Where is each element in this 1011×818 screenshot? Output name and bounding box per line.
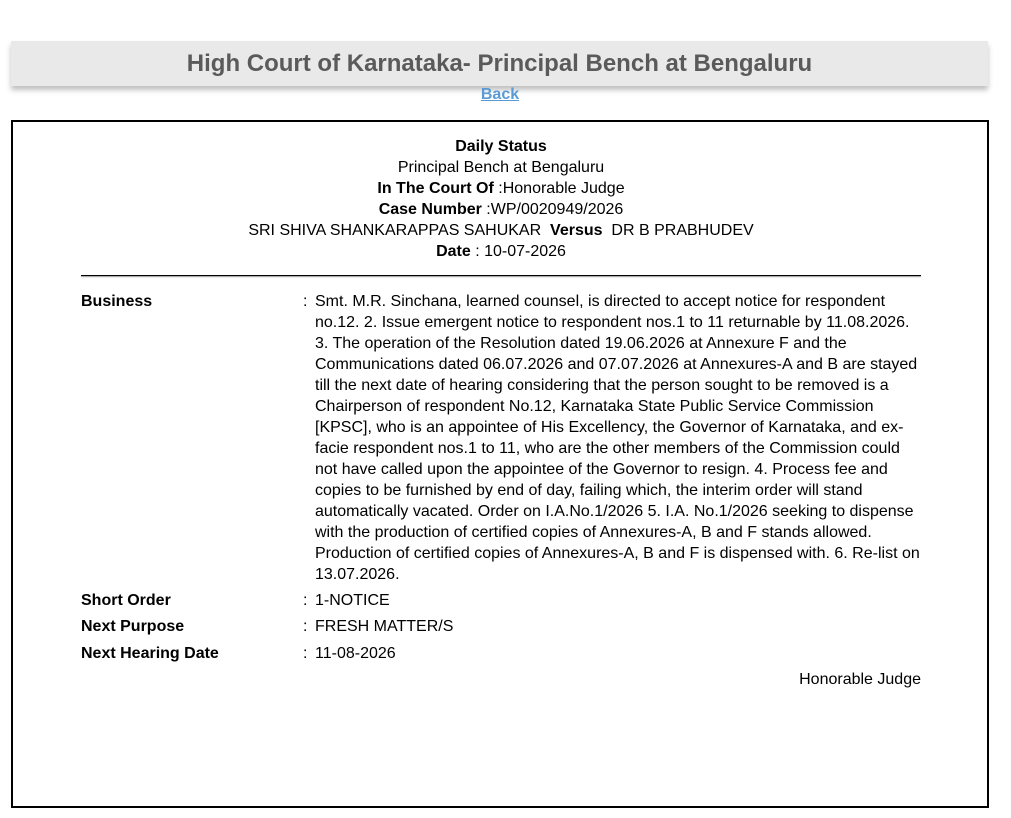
case-number-label: Case Number [378,201,482,218]
next-purpose-label: Next Purpose [81,618,185,635]
status-heading: Daily Status [455,138,547,155]
next-hearing-colon: : [303,645,308,662]
date-label: Date [436,243,471,260]
short-order-colon: : [303,592,308,609]
respondent-name: DR B PRABHUDEV [611,222,754,239]
next-hearing-value: 11-08-2026 [315,645,396,662]
next-purpose-colon: : [303,618,308,635]
daily-status-panel [11,120,989,808]
versus-label: Versus [550,222,603,239]
back-link[interactable]: Back [480,86,520,103]
business-text: Smt. M.R. Sinchana, learned counsel, is directed to accept notice for respondent no.12. 2. Issue emergent notice to respondent nos.1 to 11 returnable by 11.08.2026. 3. The operation of the Resolution dated 19.06.2026 at Annexure F and the Communications dated 06.07.2026 and 07.07.2026 at Annexures-A and B are stayed till the next date of hearing considering that the person sought to be removed is a Chairperson of respondent No.12, Karnataka State Public Service Commission [KPSC], who is an appointee of His Excellency, the Governor of Karnataka, and ex-facie respondent nos.1 to 11, who are the other members of the Commission could not have called upon the appointee of the Governor to resign. 4. Process fee and copies to be furnished by end of day, failing which, the interim order will stand automatically vacated. Order on I.A.No.1/2026 5. I.A. No.1/2026 seeking to dispense with the production of certified copies of Annexures-A, B and F stands allowed. Production of certified copies of Annexures-A, B and F is dispensed with. 6. Re-list on 13.07.2026. [315,293,920,583]
next-purpose-value: FRESH MATTER/S [315,618,454,635]
short-order-label: Short Order [81,592,171,609]
business-colon: : [303,293,308,310]
status-header [13,136,989,262]
business-label: Business [81,293,153,310]
next-hearing-label: Next Hearing Date [81,645,219,662]
court-label: In The Court Of [377,180,494,197]
case-number-value: :WP/0020949/2026 [486,201,624,218]
petitioner-name: SRI SHIVA SHANKARAPPAS SAHUKAR [248,222,542,239]
court-value: :Honorable Judge [498,180,625,197]
page-title: High Court of Karnataka- Principal Bench at Bengaluru [186,49,813,77]
judge-signature: Honorable Judge [799,671,921,688]
page-banner [11,41,988,86]
short-order-value: 1-NOTICE [315,592,390,609]
bench-name: Principal Bench at Bengaluru [397,159,605,176]
date-value: : 10-07-2026 [475,243,566,260]
header-divider [81,275,921,276]
